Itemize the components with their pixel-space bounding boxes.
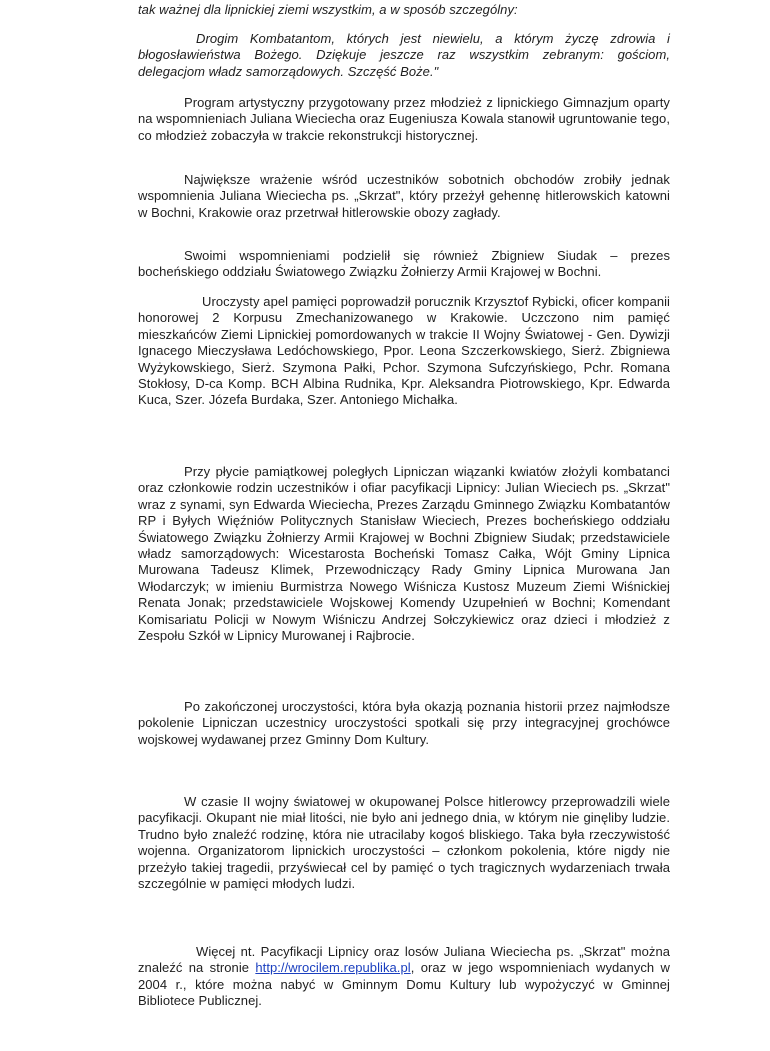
paragraph-more-info — [138, 944, 670, 1010]
paragraph-war: W czasie II wojny światowej w okupowanej Polsce hitlerowcy przeprowadzili wiele pacyfikacji. Okupant nie miał litości, nie było ani jednego dnia, w którym nie ginęliby ludzie. Trudno było znaleźć rodzinę, która nie utracilaby kogoś bliskiego. Taka była rzeczywistość wojenna. Organizatorom lipnickich uroczystości – członkom pokolenia, które nigdy nie przeżyło takiej tragedii, przyświecał cel by pamięć o tych tragicznych wydarzeniach trwała szczególnie w pamięci młodych ludzi. — [138, 794, 670, 892]
paragraph-siudak: Swoimi wspomnieniami podzielił się również Zbigniew Siudak – prezes bocheńskiego oddziału Światowego Związku Żołnierzy Armii Krajowej w Bochni. — [138, 248, 670, 280]
more-info-text-after: , oraz w jego wspomnieniach wydanych w 2004 r., które można nabyć w Gminnym Domu Kultury lub wypożyczyć w Gminnej Bibliotece Publicznej. — [138, 960, 670, 1009]
paragraph-wreaths: Przy płycie pamiątkowej poległych Lipniczan wiązanki kwiatów złożyli kombatanci oraz członkowie rodzin uczestników i ofiar pacyfikacji Lipnicy: Julian Wieciech ps. „Skrzat" wraz z synami, syn Edwarda Wieciecha, Prezes Zarządu Gminnego Związku Kombatantów RP i Byłych Więźniów Politycznych Stanisław Wieciech, Prezes bocheńskiego oddziału Światowego Związku Żołnierzy Armii Krajowej w Bochni Zbigniew Siudak; przedstawiciele władz samorządowych: Wicestarosta Bocheński Tomasz Całka, Wójt Gminy Lipnica Murowana Tadeusz Klimek, Przewodniczący Rady Gminy Lipnica Murowana Jan Włodarczyk; w imieniu Burmistrza Nowego Wiśnicza Kustosz Muzeum Ziemi Wiśnickiej Renata Jonak; przedstawiciele Wojskowej Komendy Uzupełnień w Bochni; Komendant Komisariatu Policji w Nowym Wiśniczu Andrzej Sołczykiewicz oraz dzieci i młodzież z Zespołu Szkół w Lipnicy Murowanej i Rajbrocie. — [138, 464, 670, 644]
closing-line: tak ważnej dla lipnickiej ziemi wszystkim, a w sposób szczególny: — [138, 2, 518, 17]
quote-paragraph: Drogim Kombatantom, których jest niewielu, a którym życzę zdrowia i błogosławieństwa Bożego. Dziękuje jeszcze raz wszystkim zebranym: gościom, delegacjom władz samorządowych. Szczęść Boże." — [138, 31, 670, 79]
paragraph-impression: Największe wrażenie wśród uczestników sobotnich obchodów zrobiły jednak wspomnienia Juliana Wieciecha ps. „Skrzat", który przeżył gehennę hitlerowskich katowni w Bochni, Krakowie oraz przetrwał hitlerowskie obozy zagłady. — [138, 172, 670, 220]
paragraph-after: Po zakończonej uroczystości, która była okazją poznania historii przez najmłodsze pokolenie Lipniczan uczestnicy uroczystości spotkali się przy integracyjnej grochówce wojskowej wydawanej przez Gminny Dom Kultury. — [138, 699, 670, 747]
paragraph-apel: Uroczysty apel pamięci poprowadził porucznik Krzysztof Rybicki, oficer kompanii honorowej 2 Korpusu Zmechanizowanego w Krakowie. Uczczono nim pamięć mieszkańców Ziemi Lipnickiej pomordowanych w trakcie II Wojny Światowej - Gen. Dywizji Ignacego Mieczysława Ledóchowskiego, Ppor. Leona Szczerkowskiego, Sierż. Zbigniewa Wyżykowskiego, Sierż. Szymona Pałki, Pchor. Szymona Sufczyńskiego, Pchr. Romana Stokłosy, D-ca Komp. BCH Albina Rudnika, Kpr. Aleksandra Piotrowskiego, Kpr. Edwarda Kuca, Szer. Józefa Burdaka, Szer. Antoniego Michałka. — [138, 294, 670, 408]
paragraph-program: Program artystyczny przygotowany przez młodzież z lipnickiego Gimnazjum oparty na wspomnieniach Juliana Wieciecha oraz Eugeniusza Kowala stanowił ugruntowanie tego, co młodzież zobaczyła w trakcie rekonstrukcji historycznej. — [138, 95, 670, 143]
more-info-text-before: Więcej nt. Pacyfikacji Lipnicy oraz losów Juliana Wieciecha ps. „Skrzat" można znaleźć na stronie — [138, 944, 670, 976]
republika-link[interactable]: http://wrocilem.republika.pl — [255, 960, 411, 976]
